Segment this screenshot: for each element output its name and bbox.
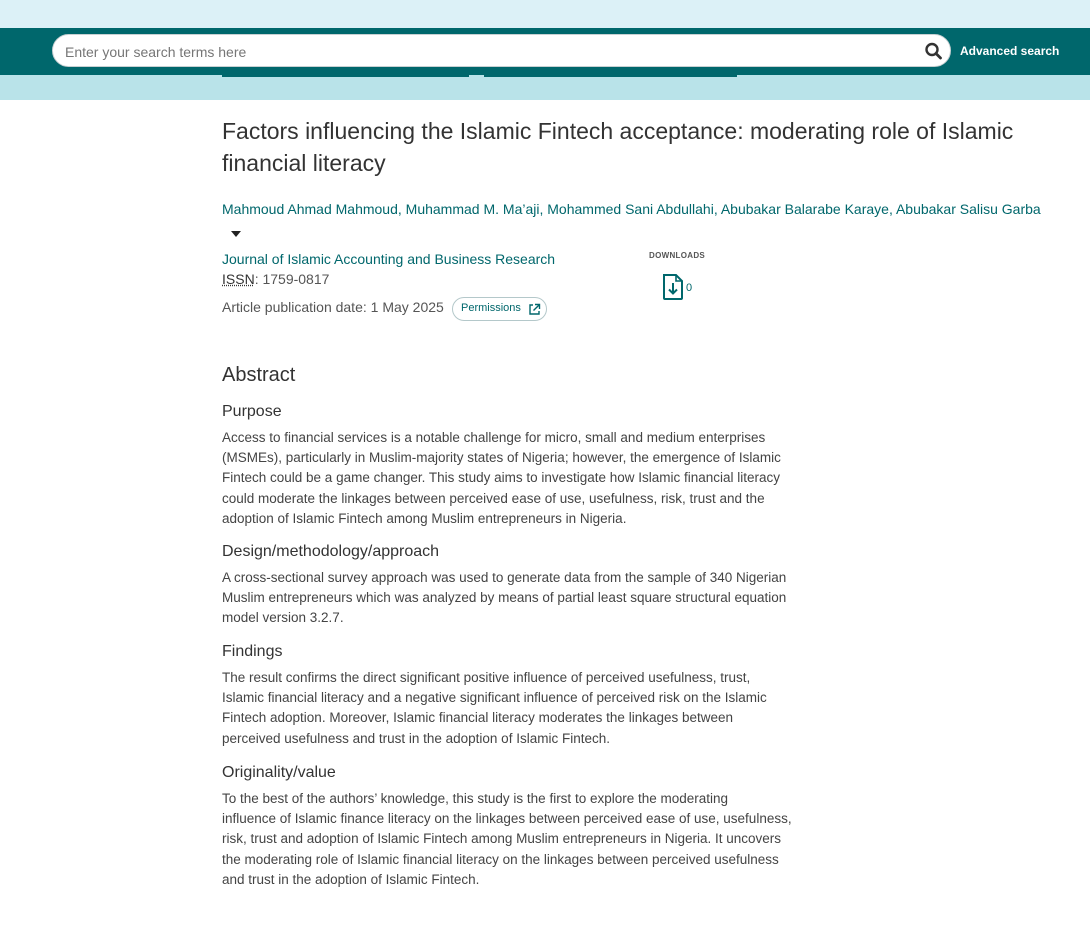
search-icon	[923, 41, 945, 61]
caret-down-icon[interactable]	[231, 231, 241, 237]
downloads-count: 0	[686, 282, 693, 294]
author-link[interactable]: Mahmoud Ahmad Mahmoud	[222, 201, 398, 217]
author-link[interactable]: Abubakar Balarabe Karaye	[720, 201, 889, 217]
search-input[interactable]	[63, 35, 917, 68]
nav-tab-edge	[222, 75, 469, 77]
section-heading: Findings	[222, 643, 283, 660]
section-heading: Originality/value	[222, 764, 336, 781]
section-heading: Purpose	[222, 403, 282, 420]
external-link-icon	[528, 303, 541, 316]
section-text: To the best of the authors’ knowledge, this study is the first to explore the moderating influence of Islamic finance literacy on the linkages between perceived ease of use, usefulness, risk, trust and adoption of Islamic Fintech among Muslim entrepreneurs in Nigeria. It uncovers the moderating role of Islamic financial literacy on the linkages between perceived usefulness and trust in the adoption of Islamic Fintech.	[222, 791, 792, 887]
advanced-search-link[interactable]: Advanced search	[960, 44, 1060, 58]
downloads-label: DOWNLOADS	[649, 251, 706, 260]
author-list: Mahmoud Ahmad Mahmoud, Muhammad M. Ma’aji, Mohammed Sani Abdullahi, Abubakar Balarabe Karaye, Abubakar Salisu Garba	[222, 201, 1041, 217]
issn-value: : 1759-0817	[254, 271, 330, 287]
top-banner	[0, 0, 1090, 28]
author-link[interactable]: Abubakar Salisu Garba	[895, 201, 1041, 217]
section-text: The result confirms the direct significant positive influence of perceived usefulness, trust, Islamic financial literacy and a negative significant influence of perceived risk on the Islamic Fintech adoption. Moreover, Islamic financial literacy moderates the linkages between perceived usefulness and trust in the adoption of Islamic Fintech.	[222, 670, 767, 746]
page-title: Factors influencing the Islamic Fintech acceptance: moderating role of Islamic financial literacy	[222, 118, 1014, 176]
permissions-label: Permissions	[461, 302, 521, 314]
search-button[interactable]	[923, 41, 945, 61]
issn-label: ISSN	[222, 271, 255, 287]
nav-band	[0, 75, 1090, 100]
section-text: A cross-sectional survey approach was used to generate data from the sample of 340 Nigerian Muslim entrepreneurs which was analyzed by means of partial least square structural equation model version 3.2.7.	[222, 570, 787, 626]
nav-tab-edge	[484, 75, 737, 77]
permissions-button[interactable]	[452, 297, 547, 321]
author-link[interactable]: Mohammed Sani Abdullahi	[547, 201, 714, 217]
section-heading: Design/methodology/approach	[222, 543, 440, 560]
author-link[interactable]: Muhammad M. Ma’aji	[405, 201, 540, 217]
journal-link[interactable]: Journal of Islamic Accounting and Business Research	[222, 251, 556, 267]
abstract-heading: Abstract	[222, 364, 296, 386]
issn	[222, 271, 329, 287]
search-box	[52, 34, 951, 67]
publication-date: Article publication date: 1 May 2025	[222, 299, 444, 315]
download-file-icon[interactable]	[661, 273, 685, 301]
section-text: Access to financial services is a notable challenge for micro, small and medium enterprises (MSMEs), particularly in Muslim-majority states of Nigeria; however, the emergence of Islamic Fintech could be a game changer. This study aims to investigate how Islamic financial literacy could moderate the linkages between perceived ease of use, usefulness, risk, trust and the adoption of Islamic Fintech among Muslim entrepreneurs in Nigeria.	[222, 430, 781, 526]
